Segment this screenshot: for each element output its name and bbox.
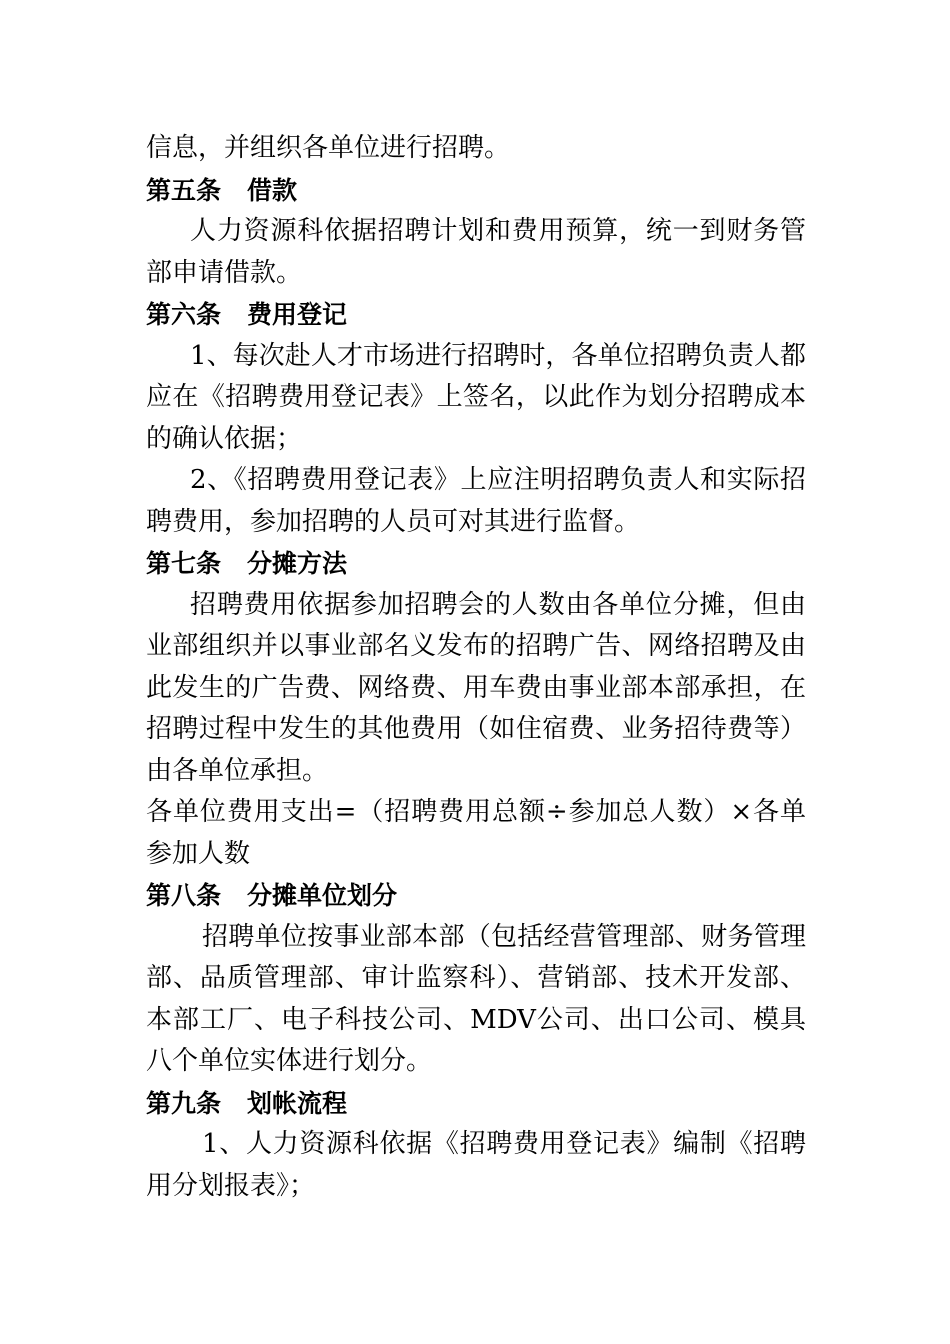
paragraph xyxy=(146,211,806,294)
document-body xyxy=(146,128,806,1207)
section-heading xyxy=(146,294,806,336)
section-title: 分摊方法 xyxy=(247,549,348,578)
paragraph-line: 本部工厂、电子科技公司、MDV公司、出口公司、模具 xyxy=(146,1004,806,1035)
paragraph-line: 招聘单位按事业部本部（包括经营管理部、财务管理 xyxy=(202,921,806,952)
paragraph-line: 业部组织并以事业部名义发布的招聘广告、网络招聘及由 xyxy=(146,631,806,661)
paragraph-line: 应在《招聘费用登记表》上签名，以此作为划分招聘成本 xyxy=(146,382,806,412)
section-title: 划帐流程 xyxy=(247,1088,348,1118)
section-heading xyxy=(146,875,806,917)
paragraph-line: 用分划报表》； xyxy=(146,1170,316,1201)
paragraph-line: 人力资源科依据招聘计划和费用预算，统一到财务管 xyxy=(190,216,806,246)
paragraph-line: 的确认依据； xyxy=(146,423,303,454)
paragraph-line: 部、品质管理部、审计监察科）、营销部、技术开发部、 xyxy=(146,963,806,993)
paragraph-line: 部申请借款。 xyxy=(146,257,303,288)
section-number: 第七条 xyxy=(146,549,222,578)
paragraph-line: 2、《招聘费用登记表》上应注明招聘负责人和实际招 xyxy=(190,465,806,495)
paragraph-line: 此发生的广告费、网络费、用车费由事业部本部承担，在 xyxy=(146,672,806,703)
paragraph-line: 招聘费用依据参加招聘会的人数由各单位分摊，但由 xyxy=(190,589,806,620)
paragraph-line: 聘费用，参加招聘的人员可对其进行监督。 xyxy=(146,506,641,537)
paragraph xyxy=(146,128,806,170)
section-number: 第五条 xyxy=(146,175,222,205)
paragraph xyxy=(146,585,806,876)
section-title: 借款 xyxy=(247,175,298,205)
paragraph xyxy=(146,1124,806,1207)
section-number: 第九条 xyxy=(146,1088,222,1118)
paragraph-line: 招聘过程中发生的其他费用（如住宿费、业务招待费等） xyxy=(146,714,806,744)
section-heading xyxy=(146,543,806,585)
paragraph xyxy=(146,336,806,544)
paragraph-line: 1、人力资源科依据《招聘费用登记表》编制《招聘 xyxy=(202,1129,806,1159)
section-heading xyxy=(146,1083,806,1125)
paragraph-line: 八个单位实体进行划分。 xyxy=(146,1046,433,1076)
section-number: 第六条 xyxy=(146,300,222,329)
paragraph-line: 由各单位承担。 xyxy=(146,755,329,786)
paragraph xyxy=(146,917,806,1083)
section-title: 分摊单位划分 xyxy=(247,881,398,910)
paragraph-line: 参加人数 xyxy=(146,838,251,869)
section-heading xyxy=(146,170,806,212)
paragraph-line: 各单位费用支出=（招聘费用总额÷参加总人数）×各单 xyxy=(146,797,806,827)
paragraph-line: 1、每次赴人才市场进行招聘时，各单位招聘负责人都 xyxy=(190,340,806,371)
section-number: 第八条 xyxy=(146,881,222,910)
section-title: 费用登记 xyxy=(247,300,348,329)
paragraph-line: 信息，并组织各单位进行招聘。 xyxy=(146,133,511,163)
